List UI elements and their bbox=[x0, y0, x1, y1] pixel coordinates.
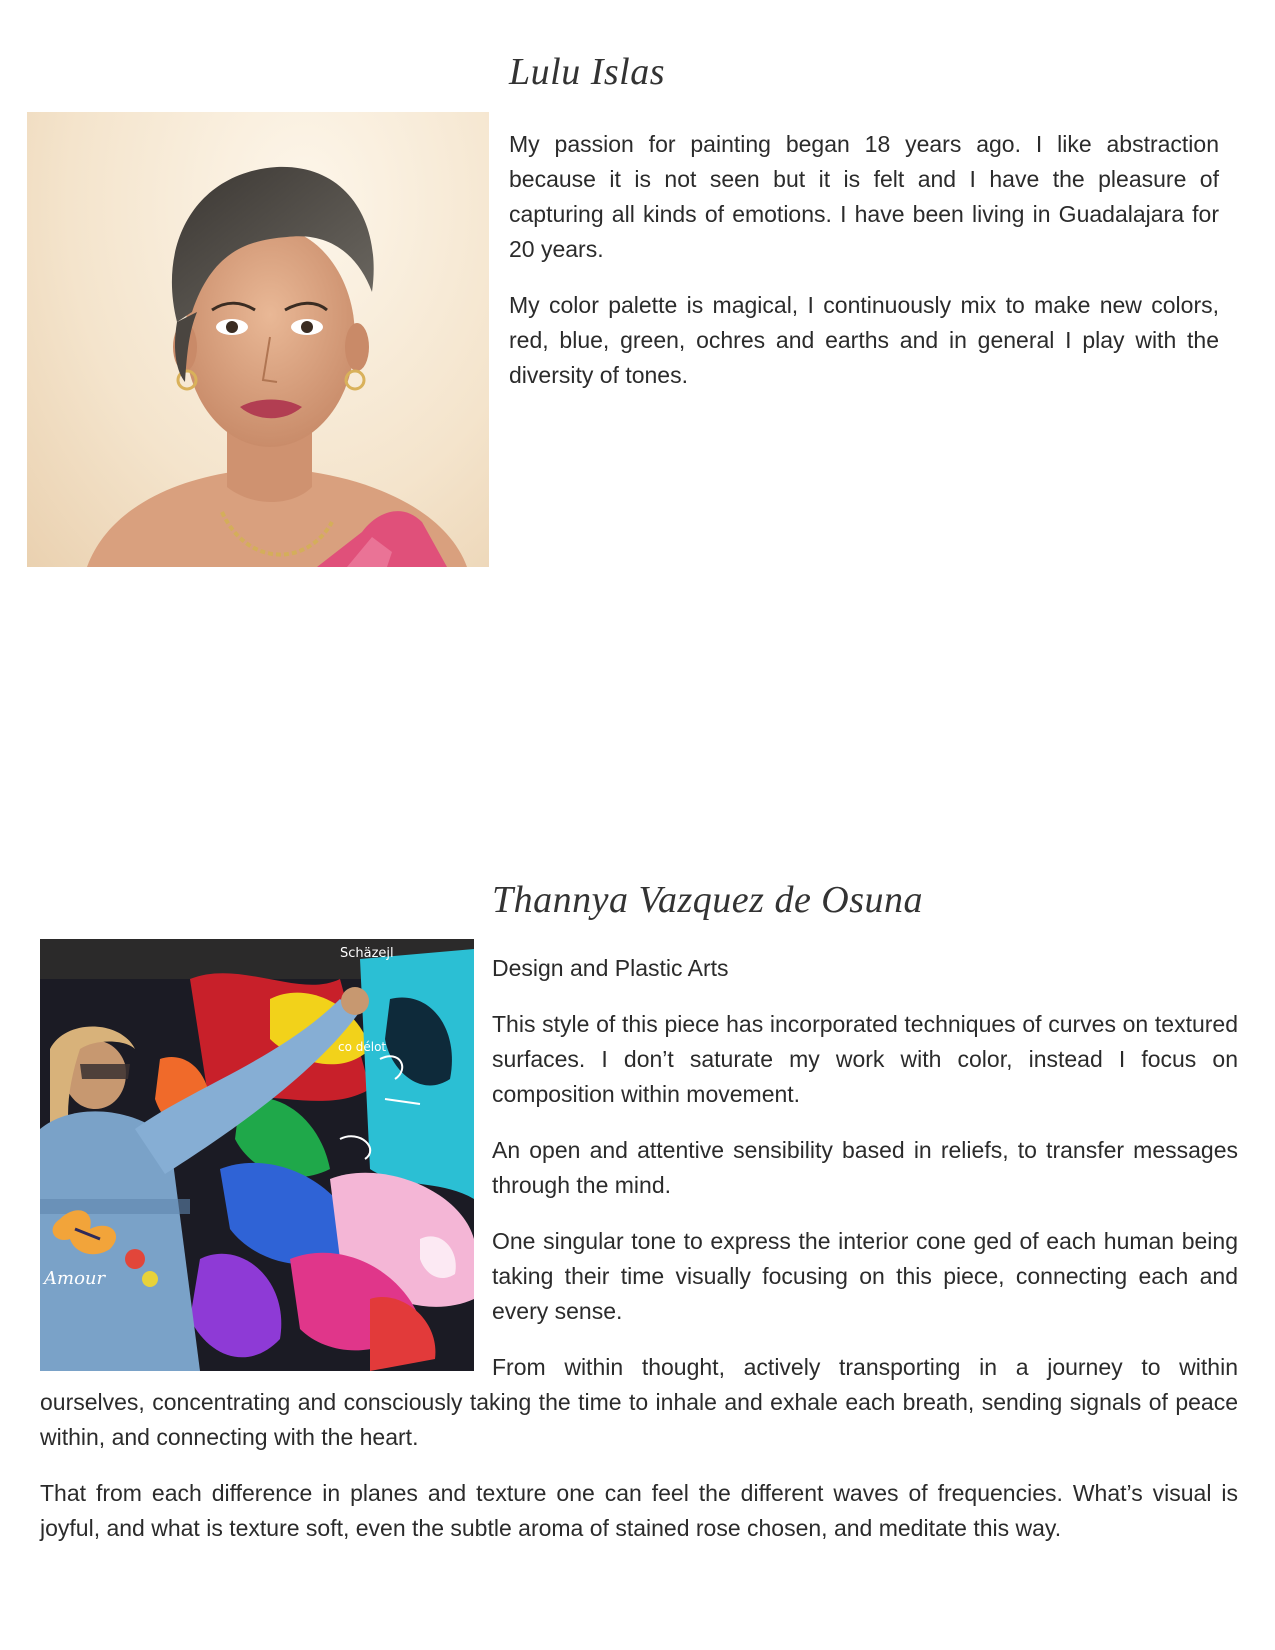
bio-paragraph: Design and Plastic Arts bbox=[492, 955, 729, 981]
bio-paragraph: An open and attentive sensibility based in reliefs, to transfer messages through the mind. bbox=[492, 1137, 1238, 1198]
artist-name: Lulu Islas bbox=[509, 51, 665, 93]
artist-portrait-photo bbox=[27, 112, 489, 567]
bio-paragraph: My passion for painting began 18 years ago. I like abstraction because it is not seen but it is felt and I have the pleasure of capturing all kinds of emotions. I have been living in Guadalajara for 20 years. bbox=[509, 131, 1219, 262]
photo-float-spacer bbox=[40, 951, 492, 1361]
bio-paragraph: One singular tone to express the interior cone ged of each human being taking their time visually focusing on this piece, connecting each and every sense. bbox=[492, 1228, 1238, 1324]
bio-paragraph: This style of this piece has incorporated techniques of curves on textured surfaces. I don’t saturate my work with color, instead I focus on composition within movement. bbox=[492, 1011, 1238, 1107]
artist-bio bbox=[509, 127, 1219, 414]
bio-paragraph: My color palette is magical, I continuously mix to make new colors, red, blue, green, ochres and earths and in general I play with the diversity of tones. bbox=[509, 292, 1219, 388]
graffiti-text: Schäzejl bbox=[340, 946, 394, 961]
bio-paragraph: That from each difference in planes and texture one can feel the different waves of frequencies. What’s visual is joyful, and what is texture soft, even the subtle aroma of stained rose chosen, and meditate this way. bbox=[40, 1480, 1238, 1541]
jacket-text: Amour bbox=[44, 1268, 106, 1289]
bio-paragraph: From within thought, actively transporting in a journey to within ourselves, concentrating and consciously taking the time to inhale and exhale each breath, sending signals of peace within, and connecting with the heart. bbox=[40, 1354, 1238, 1450]
graffiti-text: co délot bbox=[338, 1040, 387, 1054]
artist-name: Thannya Vazquez de Osuna bbox=[492, 879, 924, 921]
artist-bio bbox=[40, 951, 1238, 1567]
portrait-illustration bbox=[27, 112, 489, 567]
